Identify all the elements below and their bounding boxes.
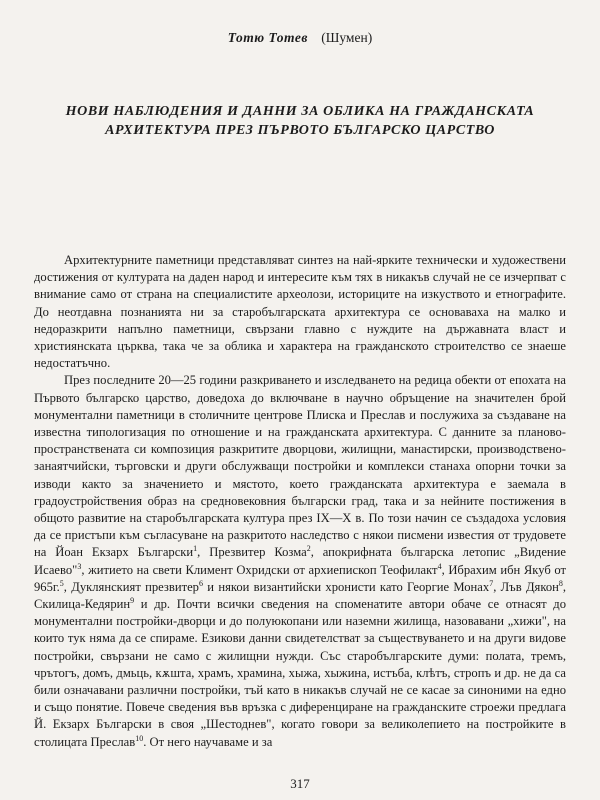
page-number: 317: [290, 776, 310, 791]
footnote-ref[interactable]: 5: [59, 578, 64, 588]
author-name: Тотю Тотев: [227, 30, 308, 45]
paragraph-2-text: , житието на свети Климент Охридски от архиепископ Теофилакт: [81, 562, 438, 577]
article-body: [34, 252, 566, 751]
footnote-ref[interactable]: 6: [198, 578, 203, 588]
title-line-1: НОВИ НАБЛЮДЕНИЯ И ДАННИ ЗА ОБЛИКА НА ГРАЖДАНСКАТА: [65, 104, 535, 119]
footnote-ref[interactable]: 1: [193, 544, 198, 554]
footnote-ref[interactable]: 4: [437, 561, 442, 571]
author-line: [34, 30, 566, 46]
paragraph-2-text: , Лъв Дякон: [493, 579, 559, 594]
paragraph-2-text: , Ибрахим ибн Якуб от 965г.: [34, 562, 566, 594]
footnote-ref[interactable]: 9: [130, 595, 135, 605]
title-line-2: АРХИТЕКТУРА ПРЕЗ ПЪРВОТО БЪЛГАРСКО ЦАРСТВО: [105, 123, 495, 138]
paragraph-2-text: , Дуклянският презвитер: [63, 579, 199, 594]
paragraph-2-text: . От него научаваме и за: [143, 734, 273, 749]
footnote-ref[interactable]: 7: [489, 578, 494, 588]
paragraph-2-text: През последните 20—25 години разкриването и изследването на редица обекти от епохата на Първото българско царство, доведоха до включване в научно обръщение на значителен брой монументални паметници в столичните центрове Плиска и Преслав и послужиха за създаване на известна типологизация по отношение и на гражданската архитектура. С данните за планово-пространствената си композиция разкритите дворцови, жилищни, манастирски, производствено-занаятчийски, търговски и други обслужващи постройки и комплекси станаха опорни точки за изводи както за значението и мястото, което гражданската архитектура е заемала в градоустройствения образ на средновековния български град, така и за нейните постижения в общото развитие на старобългарската култура през IX—X в. По този начин се създадоха условия да се пристъпи към съгласуване на разкритото наследство с някои писмени известия от трудовете на Йоан Екзарх Български: [34, 373, 566, 560]
paragraph-2-text: , апокрифната българска летопис „Видение Исаево": [34, 545, 566, 577]
footnote-ref[interactable]: 2: [306, 544, 311, 554]
article-title: [34, 102, 566, 140]
paragraph-1: Архитектурните паметници представляват синтез на най-ярките технически и художествени достижения от културата на даден народ и интересите към тях в никакъв случай не се изчерпват с внимание само от страна на специалистите археолози, историците на изкуството и етнографите. До неотдавна познанията ни за старобългарската архитектура се основаваха на малко и недоразкрити напълно паметници, свързани главно с нуждите на държавната власт и християнската църква, така че за облика и характера на гражданското строителство се знаеше недостатъчно.: [34, 253, 566, 371]
paragraph-2-text: , Скилица-Кедярин: [34, 579, 567, 612]
paragraph-2: [34, 372, 566, 750]
author-city: (Шумен): [321, 30, 373, 45]
paragraph-2-text: и някои византийски хронисти като Георгие Монах: [202, 579, 490, 594]
footnote-ref[interactable]: 8: [558, 578, 563, 588]
paragraph-2-text: и др. Почти всички сведения на споменатите автори обаче се отнасят до монументални постройки-дворци и до полуюкопани или наземни жилища, назовавани „хижи", на които тук няма да се спираме. Езикови данни свидетелстват за съществуването и на други видове постройки, свързани не само с жилищни нужди. Със старобългарските думи: полата, тремъ, чрътогъ, домъ, дмьць, кѫшта, храмъ, храмина, хыжа, хыжина, истъба, клѣтъ, стропъ и др. не да са били означавани различни постройки, тъй като в никакъв случай не се касае за синоними на едно и също понятие. Повече сведения във връзка с диференциране на гражданските строежи предлага Й. Екзарх Български в своя „Шестоднев", когато говори за великолепието на постройките в столицата Преслав: [34, 597, 566, 749]
paragraph-2-text: , Презвитер Козма: [197, 545, 307, 560]
footnote-ref[interactable]: 3: [77, 561, 82, 571]
footnote-ref[interactable]: 10: [135, 733, 144, 743]
